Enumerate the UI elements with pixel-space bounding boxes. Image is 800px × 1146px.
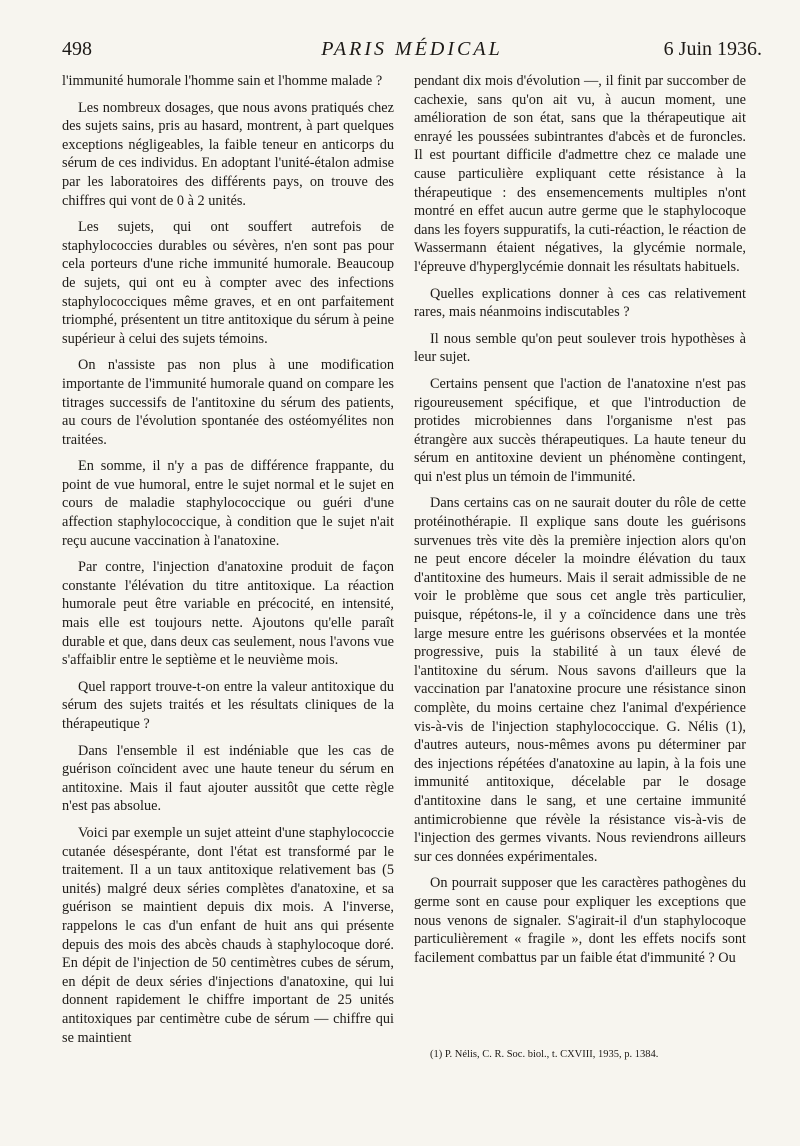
paragraph: Voici par exemple un sujet atteint d'une staphylococcie cutanée désespérante, dont l'état est transformé par le traitement. Il a un taux antitoxique relativement bas (5 unités) malgré deux séries complètes d'anatoxine, et sa guérison se maintient depuis dix mois. A l'inverse, rappelons le cas d'un enfant de huit ans qui présente depuis des mois des abcès chauds à staphylocoque doré. En dépit de l'injection de 50 centimètres cubes de sérum, en dépit de deux séries d'injections d'anatoxine, qui lui donnent rapidement le chiffre important de 25 unités antitoxiques par centimètre cube de sérum — chiffre qui se maintient — [62, 824, 394, 1046]
journal-title: PARIS MÉDICAL — [321, 38, 503, 60]
left-column — [62, 72, 394, 1055]
paragraph: Il nous semble qu'on peut soulever trois hypothèses à leur sujet. — [414, 330, 746, 366]
paragraph: On n'assiste pas non plus à une modification importante de l'immunité humorale quand on compare les titrages successifs de l'antitoxine du sérum des patients, au cours de l'évolution spontanée des ostéomyélites non traitées. — [62, 357, 394, 448]
paragraph: Les sujets, qui ont souffert autrefois de staphylococcies durables ou sévères, n'en sont pas pour cela porteurs d'une riche immunité humorale. Beaucoup de sujets, qui ont eu à compter avec des infections staphylococciques même graves, et en ont parfaitement triomphé, présentent un titre antitoxique du sérum à peine supérieur à celui des sujets témoins. — [62, 219, 394, 347]
paragraph: Par contre, l'injection d'anatoxine produit de façon constante l'élévation du titre antitoxique. La réaction humorale peut être variable en précocité, en intensité, mais elle est toujours nette. Ajoutons qu'elle paraît durable et que, dans deux cas seulement, nous l'avons vue s'affaiblir entre le septième et le neuvième mois. — [62, 559, 394, 669]
paragraph: Les nombreux dosages, que nous avons pratiqués chez des sujets sains, pris au hasard, montrent, à part quelques exceptions négligeables, la faible teneur en anticorps du sérum de ces individus. En adoptant l'unité-étalon admise par les laboratoires des différents pays, on trouve des chiffres qui vont de 0 à 2 unités. — [62, 99, 394, 209]
paragraph: On pourrait supposer que les caractères pathogènes du germe sont en cause pour expliquer les exceptions que nous venons de signaler. S'agirait-il d'un staphylocoque particulièrement « fragile », dont les effets nocifs sont facilement combattus par un faible état d'immunité ? Ou — [414, 875, 746, 966]
paragraph: En somme, il n'y a pas de différence frappante, du point de vue humoral, entre le sujet normal et le sujet en cours de maladie staphylococcique ou guéri d'une affection staphylococcique, à condition que le sujet n'ait reçu aucune vaccination à l'anatoxine. — [62, 458, 394, 549]
footnote: (1) P. Nélis, C. R. Soc. biol., t. CXVIII, 1935, p. 1384. — [430, 1049, 659, 1060]
paragraph: pendant dix mois d'évolution —, il finit par succomber de cachexie, sans qu'on ait vu, à aucun moment, une amélioration de son état, sans que la thérapeutique ait enrayé les poussées subintrantes d'abcès et de furoncles. Il est pourtant difficile d'admettre chez ce malade une cause particulière expliquant cette résistance à la thérapeutique : des ensemencements multiples n'ont montré en effet aucun autre germe que le staphylocoque dans les foyers suppuratifs, la cuti-réaction, le réaction de Wassermann étaient négatives, la glycémie normale, l'épreuve d'hyperglycémie donnait les résultats habituels. — [414, 73, 746, 275]
page-number: 498 — [62, 38, 92, 60]
paragraph: Dans l'ensemble il est indéniable que les cas de guérison coïncident avec une haute teneur du sérum en antitoxine. Mais il faut ajouter aussitôt que cette règle n'est pas absolue. — [62, 742, 394, 815]
paragraph: Dans certains cas on ne saurait douter du rôle de cette protéinothérapie. Il explique sans doute les guérisons survenues très vite dès la première injection alors qu'on ne peut encore déceler la moindre élévation du taux d'antitoxine des humeurs. Mais il serait admissible de ne voir le problème que sous cet angle très particulier, puisque, répétons-le, il y a coïncidence dans une très large mesure entre les guérisons observées et la montée progressive, puis la stabilité à un taux élevé de l'antitoxine du sérum. Nous savons d'ailleurs que la vaccination par l'anatoxine procure une résistance sinon complète, du moins certaine chez l'animal d'expérience vis-à-vis de l'injection staphylococcique. G. Nélis (1), d'autres auteurs, nous-mêmes avons pu déterminer par des injections répétées d'anatoxine au lapin, à la fois une immunité antitoxique, décelable par le dosage d'antitoxine dans le sang, et une certaine immunité antimicrobienne que révèle la résistance vis-à-vis de l'injection des germes vivants. Nous reviendrons ailleurs sur ces données expérimentales. — [414, 495, 746, 865]
right-column — [414, 72, 746, 975]
paragraph: l'immunité humorale l'homme sain et l'homme malade ? — [62, 73, 383, 89]
issue-date: 6 Juin 1936. — [663, 38, 762, 60]
paragraph: Quelles explications donner à ces cas relativement rares, mais néanmoins indiscutables ? — [414, 285, 746, 321]
paragraph: Certains pensent que l'action de l'anatoxine n'est pas rigoureusement spécifique, et que l'introduction de protides microbiennes dans l'organisme n'est pas étrangère aux succès thérapeutiques. La haute teneur du sérum en antitoxine devient un phénomène contingent, qui n'est plus un témoin de l'immunité. — [414, 375, 746, 485]
paragraph: Quel rapport trouve-t-on entre la valeur antitoxique du sérum des sujets traités et les résultats cliniques de la thérapeutique ? — [62, 678, 394, 732]
page-header — [62, 38, 762, 68]
